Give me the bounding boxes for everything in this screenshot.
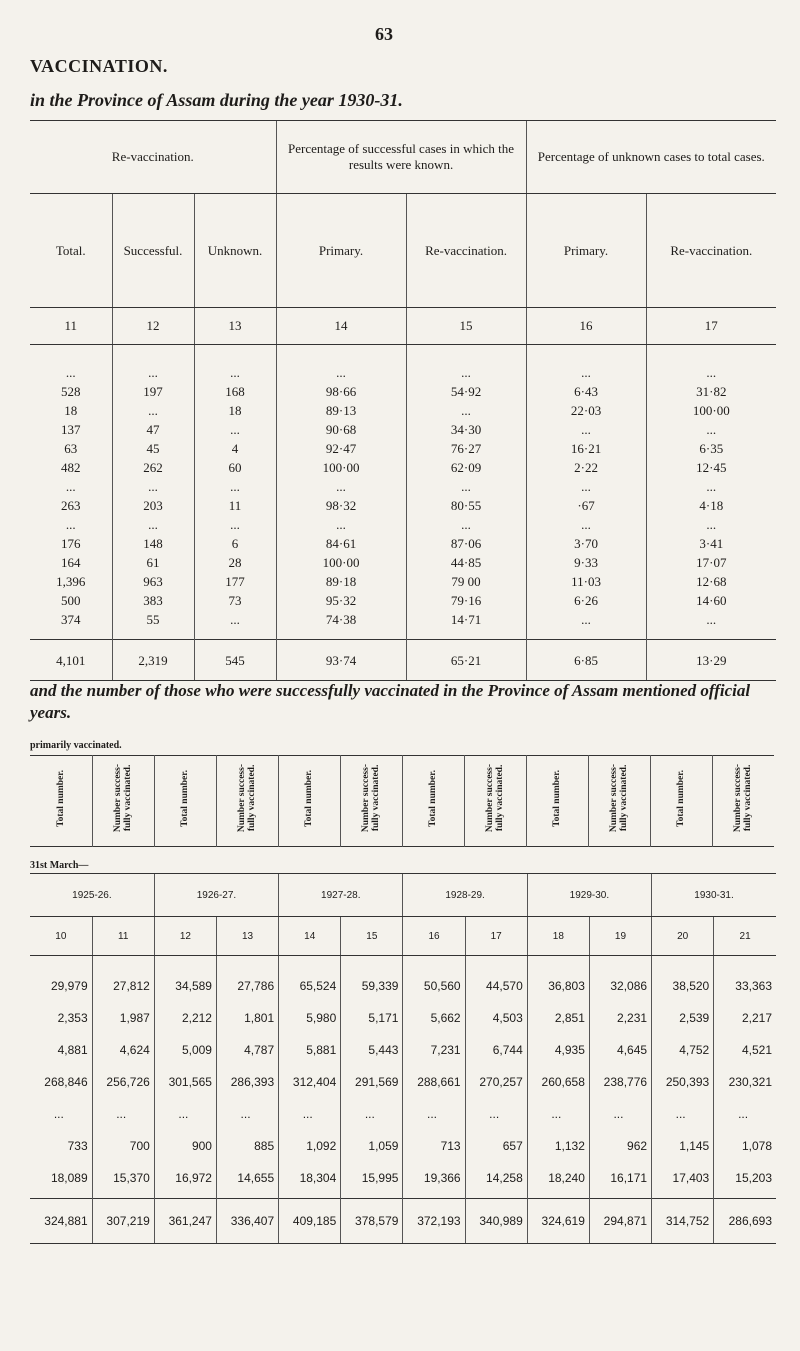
table-cell: 2·22 [526,458,646,477]
table-row [30,534,776,553]
table-cell: 95·32 [276,591,406,610]
table-cell: 15,370 [92,1162,154,1194]
table-cell: 962 [589,1130,651,1162]
yearly-vaccination-table [30,873,776,1244]
table-cell: 65,524 [279,956,341,1003]
column-number: 19 [589,917,651,956]
column-number: 11 [30,308,112,345]
table-cell: 260,658 [527,1066,589,1098]
table-cell: 12·45 [646,458,776,477]
table-cell: 89·13 [276,401,406,420]
table-cell: ... [216,1098,278,1130]
table-cell: 2,851 [527,1002,589,1034]
table-cell: 4·18 [646,496,776,515]
table-cell: 47 [112,420,194,439]
table-row [30,1066,776,1098]
table-cell: 80·55 [406,496,526,515]
table-cell: 2,353 [57,1011,88,1025]
table-cell: 1,132 [527,1130,589,1162]
column-header: Unknown. [194,194,276,308]
total-cell: 324,619 [527,1199,589,1244]
column-number: 17 [646,308,776,345]
table-cell: 61 [112,553,194,572]
table-cell: ·67 [526,496,646,515]
table-cell: 230,321 [714,1066,776,1098]
column-header: Re-vaccination. [646,194,776,308]
year-header: 1927-28. [279,874,403,917]
table-cell: 100·00 [276,458,406,477]
total-cell: 340,989 [465,1199,527,1244]
table-row [30,477,776,496]
table-cell: 50,560 [403,956,465,1003]
column-number: 16 [526,308,646,345]
table-cell: 87·06 [406,534,526,553]
table-cell: 176 [61,536,81,551]
table-cell: 270,257 [465,1066,527,1098]
total-cell: 545 [194,640,276,681]
table-cell: 90·68 [276,420,406,439]
rotated-header-text: Number success- fully vaccinated. [361,764,381,833]
year-header: 1925-26. [30,874,154,917]
table-cell: ... [279,1098,341,1130]
table-cell: 4,787 [216,1034,278,1066]
table-cell: 4,503 [465,1002,527,1034]
table-cell: 148 [112,534,194,553]
table-cell: 4 [194,439,276,458]
column-number: 20 [652,917,714,956]
table-cell: 177 [194,572,276,591]
rotated-header-text: Total number. [552,770,562,827]
table-cell: 482 [61,460,81,475]
table-cell: 7,231 [403,1034,465,1066]
table-row [30,458,776,477]
column-header: Successful. [112,194,194,308]
table-cell: 14,258 [465,1162,527,1194]
table-cell: 733 [67,1139,88,1153]
column-header: Primary. [276,194,406,308]
page-number: 63 [375,24,393,44]
table-cell: 2,212 [154,1002,216,1034]
table-cell: ... [526,610,646,629]
total-cell: 65·21 [406,640,526,681]
column-number: 10 [30,917,92,956]
column-number: 12 [112,308,194,345]
table-row [30,363,776,382]
table-row [30,382,776,401]
total-cell: 336,407 [216,1199,278,1244]
table-cell: 55 [112,610,194,629]
table-row [30,572,776,591]
rotated-column-header [464,756,526,847]
table-cell: 4,935 [527,1034,589,1066]
total-cell: 307,219 [92,1199,154,1244]
total-cell: 378,579 [341,1199,403,1244]
table-cell: 76·27 [406,439,526,458]
table-row [30,1098,776,1130]
table-cell: ... [65,479,76,494]
table-cell: ... [194,515,276,534]
table-cell: 62·09 [406,458,526,477]
table-cell: 6,744 [465,1034,527,1066]
table-row [30,1002,776,1034]
table-row [30,515,776,534]
table-cell: 3·41 [646,534,776,553]
table-cell: 54·92 [406,382,526,401]
table-cell: ... [194,610,276,629]
column-number: 17 [465,917,527,956]
table-cell: ... [194,420,276,439]
rotated-header-text: Number success- fully vaccinated. [733,764,754,833]
table-cell: 18,089 [50,1171,88,1185]
table-cell: 4,881 [57,1043,88,1057]
total-cell: 286,693 [714,1199,776,1244]
table-cell: 14·60 [646,591,776,610]
table-cell: ... [403,1098,465,1130]
total-cell: 324,881 [30,1199,92,1244]
total-cell: 4,101 [30,640,112,681]
rotated-column-header [278,756,340,847]
table-cell: 16·21 [526,439,646,458]
rotated-header-text: Total number. [304,770,314,827]
table-cell: 34·30 [406,420,526,439]
table-cell: 268,846 [44,1075,88,1089]
rotated-column-header [340,756,402,847]
table-cell: 288,661 [403,1066,465,1098]
table-cell: 250,393 [652,1066,714,1098]
table-cell: ... [276,515,406,534]
table-cell: 18,240 [527,1162,589,1194]
table-cell: 63 [64,441,78,456]
table-cell: 5,662 [403,1002,465,1034]
table-cell: 14·71 [406,610,526,629]
group-header: Re-vaccination. [30,121,276,194]
table-cell: 44,570 [465,956,527,1003]
table-cell: 301,565 [154,1066,216,1098]
rotated-column-header [588,756,650,847]
table-cell: ... [526,477,646,496]
table-cell: ... [465,1098,527,1130]
table-cell: 238,776 [589,1066,651,1098]
table-cell: 657 [465,1130,527,1162]
table-cell: 98·32 [276,496,406,515]
table-cell: ... [527,1098,589,1130]
total-cell: 93·74 [276,640,406,681]
column-number: 15 [341,917,403,956]
table-cell: ... [65,365,76,380]
table-cell: 18 [194,401,276,420]
table-cell: 60 [194,458,276,477]
table-cell: ... [406,363,526,382]
table-cell: ... [646,515,776,534]
table-cell: 44·85 [406,553,526,572]
table-cell: 291,569 [341,1066,403,1098]
table-cell: 197 [112,382,194,401]
rotated-header-text: Number success- fully vaccinated. [113,764,133,833]
rotated-header-text: Total number. [676,770,686,827]
column-number: 18 [527,917,589,956]
table-row [30,1034,776,1066]
table-cell: 374 [61,612,81,627]
table-cell: 256,726 [92,1066,154,1098]
table-cell: 6·35 [646,439,776,458]
table-cell: 2,217 [714,1002,776,1034]
total-cell: 314,752 [652,1199,714,1244]
table-cell: 27,786 [216,956,278,1003]
rotated-column-header [92,756,154,847]
table-cell: 5,980 [279,1002,341,1034]
table-cell: 137 [61,422,81,437]
table-cell: 6·26 [526,591,646,610]
column-header: Total. [30,194,112,308]
table-cell: 33,363 [714,956,776,1003]
table-cell: ... [646,420,776,439]
table-cell: ... [526,515,646,534]
table-cell: ... [112,363,194,382]
rotated-header-text: Total number. [55,770,66,827]
group-header: Percentage of successful cases in which the results were known. [276,121,526,194]
year-header: 1929-30. [527,874,651,917]
table-cell: ... [112,477,194,496]
table-cell: 17·07 [646,553,776,572]
table-cell: 5,171 [341,1002,403,1034]
table-cell: 16,972 [154,1162,216,1194]
table-row [30,610,776,629]
table-cell: 18 [64,403,78,418]
group-header: Percentage of unknown cases to total cases. [526,121,776,194]
table-cell: 100·00 [646,401,776,420]
table-cell: 203 [112,496,194,515]
rotated-column-header [154,756,216,847]
column-header: Primary. [526,194,646,308]
table-cell: 45 [112,439,194,458]
table-cell: ... [65,517,76,532]
year-header: 1926-27. [154,874,278,917]
table-cell: ... [112,401,194,420]
table-cell: 89·18 [276,572,406,591]
table-cell: ... [652,1098,714,1130]
column-number: 16 [403,917,465,956]
table-cell: 164 [61,555,81,570]
total-cell: 2,319 [112,640,194,681]
table-cell: 74·38 [276,610,406,629]
table-cell: 16,171 [589,1162,651,1194]
section-heading: VACCINATION. [30,56,168,76]
table-cell: ... [276,477,406,496]
table-cell: 15,203 [714,1162,776,1194]
table-cell: 900 [154,1130,216,1162]
table-cell: 79 00 [406,572,526,591]
table-cell: ... [406,515,526,534]
column-number: 12 [154,917,216,956]
revaccination-table [30,120,776,681]
table-cell: ... [194,363,276,382]
table-row [30,1162,776,1194]
table-row [30,1130,776,1162]
table-cell: ... [646,610,776,629]
total-cell: 294,871 [589,1199,651,1244]
table-cell: 2,539 [652,1002,714,1034]
year-header: 1928-29. [403,874,527,917]
total-cell: 372,193 [403,1199,465,1244]
table-cell: 18,304 [279,1162,341,1194]
table-cell: 79·16 [406,591,526,610]
table-cell: ... [646,363,776,382]
table-cell: 31·82 [646,382,776,401]
table-cell: ... [714,1098,776,1130]
table-cell: 312,404 [279,1066,341,1098]
rotated-column-header [650,756,712,847]
table-row [30,591,776,610]
table-cell: ... [646,477,776,496]
table-cell: ... [341,1098,403,1130]
table-cell: 38,520 [652,956,714,1003]
column-number: 13 [216,917,278,956]
table-cell: 500 [61,593,81,608]
table-cell: ... [406,401,526,420]
year-header: 1930-31. [652,874,776,917]
table-cell: 1,078 [714,1130,776,1162]
column-number: 13 [194,308,276,345]
total-cell: 361,247 [154,1199,216,1244]
table-cell: 92·47 [276,439,406,458]
table-cell: 5,009 [154,1034,216,1066]
table-cell: 100·00 [276,553,406,572]
totals-row [30,1199,776,1244]
table-cell: 2,231 [589,1002,651,1034]
table-cell: 1,987 [92,1002,154,1034]
primary-header-table [30,755,774,847]
table-cell: 11·03 [526,572,646,591]
table-cell: 1,396 [56,574,86,589]
table-cell: 15,995 [341,1162,403,1194]
table-cell: 383 [112,591,194,610]
march-label: 31st March— [30,860,89,871]
table-cell: 11 [194,496,276,515]
table-cell: 27,812 [92,956,154,1003]
rotated-header-text: Number success- fully vaccinated. [609,764,629,833]
table-cell: 1,059 [341,1130,403,1162]
totals-row [30,640,776,681]
column-number: 21 [714,917,776,956]
table-cell: 1,801 [216,1002,278,1034]
table-cell: 1,092 [279,1130,341,1162]
table-cell: 9·33 [526,553,646,572]
table-cell: ... [112,515,194,534]
table-cell: 36,803 [527,956,589,1003]
table-cell: 32,086 [589,956,651,1003]
table-cell: 5,443 [341,1034,403,1066]
table-cell: 963 [112,572,194,591]
table-cell: ... [154,1098,216,1130]
rotated-header-text: Number success- fully vaccinated. [237,764,257,833]
table-cell: 4,624 [92,1034,154,1066]
table-cell: 286,393 [216,1066,278,1098]
table-cell: 713 [403,1130,465,1162]
total-cell: 6·85 [526,640,646,681]
table-subtitle: in the Province of Assam during the year 1930-31. [30,90,403,110]
rotated-header-text: Number success- fully vaccinated. [485,764,505,833]
column-header: Re-vaccination. [406,194,526,308]
table-cell: 73 [194,591,276,610]
table-cell: 3·70 [526,534,646,553]
rotated-header-text: Total number. [180,770,190,827]
table-cell: 700 [92,1130,154,1162]
table-cell: 59,339 [341,956,403,1003]
table-cell: 5,881 [279,1034,341,1066]
table-cell: 885 [216,1130,278,1162]
column-number: 14 [279,917,341,956]
table-cell: 4,521 [714,1034,776,1066]
table-cell: 34,589 [154,956,216,1003]
total-cell: 13·29 [646,640,776,681]
table-row [30,553,776,572]
table-cell: ... [589,1098,651,1130]
table-cell: 29,979 [50,979,88,993]
table-cell: 22·03 [526,401,646,420]
table-row [30,439,776,458]
table-cell: ... [526,363,646,382]
table-cell: 6 [194,534,276,553]
table-cell: 168 [194,382,276,401]
column-number: 14 [276,308,406,345]
column-number: 15 [406,308,526,345]
rotated-column-header [216,756,278,847]
table-cell: 12·68 [646,572,776,591]
table-cell: 28 [194,553,276,572]
table-cell: 14,655 [216,1162,278,1194]
table-cell: ... [92,1098,154,1130]
table-cell: 528 [61,384,81,399]
primarily-label: primarily vaccinated. [30,740,122,751]
table-cell: 19,366 [403,1162,465,1194]
table-row [30,401,776,420]
table-cell: 263 [61,498,81,513]
table-cell: ... [406,477,526,496]
total-cell: 409,185 [279,1199,341,1244]
table-cell: 6·43 [526,382,646,401]
rotated-column-header [402,756,464,847]
table-subtitle-2: and the number of those who were successfully vaccinated in the Province of Assam mentioned official years. [30,681,751,722]
table-cell: 262 [112,458,194,477]
table-row [30,496,776,515]
rotated-column-header [526,756,588,847]
table-cell: ... [526,420,646,439]
table-cell: 98·66 [276,382,406,401]
rotated-header-text: Total number. [428,770,438,827]
table-cell: 4,645 [589,1034,651,1066]
rotated-column-header [30,756,92,847]
table-cell: ... [194,477,276,496]
table-cell: 4,752 [652,1034,714,1066]
table-cell: 17,403 [652,1162,714,1194]
table-cell: 1,145 [652,1130,714,1162]
table-cell: ... [53,1107,64,1121]
column-number: 11 [92,917,154,956]
rotated-column-header [712,756,774,847]
table-cell: ... [276,363,406,382]
table-row [30,956,776,1003]
table-cell: 84·61 [276,534,406,553]
table-row [30,420,776,439]
